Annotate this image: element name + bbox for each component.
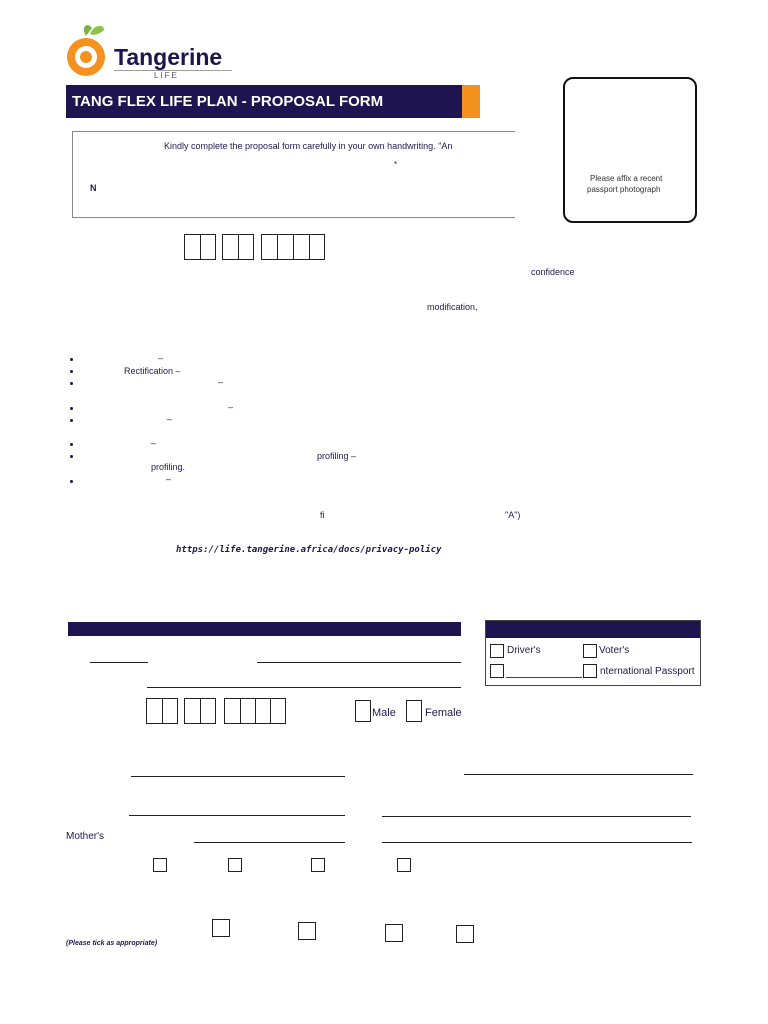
bullet-dot [70, 419, 73, 422]
nationality-field[interactable] [131, 776, 345, 777]
date-day-field[interactable] [184, 234, 216, 260]
notice-letter: N [90, 183, 97, 193]
bullet-dot [70, 358, 73, 361]
female-label: Female [425, 707, 462, 719]
bullet-dot [70, 480, 73, 483]
marital-status-checkbox[interactable] [397, 858, 411, 872]
tick-note: (Please tick as appropriate) [66, 940, 158, 947]
bullet-text: – [218, 377, 224, 387]
privacy-policy-link[interactable]: https://life.tangerine.africa/docs/privacy-policy [176, 545, 442, 555]
bullet-text: – [167, 414, 173, 424]
bullet-text: profiling. [151, 462, 186, 472]
photo-box-line2: passport photograph [587, 185, 661, 194]
option-checkbox[interactable] [298, 922, 316, 940]
date-year-field[interactable] [261, 234, 325, 260]
id-type-header [486, 621, 700, 638]
notice-box [72, 131, 515, 218]
email-field[interactable] [382, 842, 692, 843]
bullet-dot [70, 443, 73, 446]
drivers-license-checkbox[interactable] [490, 644, 504, 658]
dob-year-field[interactable] [224, 698, 286, 724]
marital-status-checkbox[interactable] [153, 858, 167, 872]
voters-card-checkbox[interactable] [583, 644, 597, 658]
tangerine-logo-icon [66, 22, 110, 80]
international-passport-label: nternational Passport [600, 666, 695, 677]
photo-box-line1: Please affix a recent [590, 174, 663, 183]
occupation-field[interactable] [382, 816, 691, 817]
bullet-text: Rectification – [124, 366, 181, 376]
bullet-text: profiling – [317, 451, 357, 461]
form-title-bar [66, 85, 462, 118]
notice-text: Kindly complete the proposal form carefully in your own handwriting. "An [164, 141, 453, 151]
bullet-text: – [151, 438, 157, 448]
bullet-dot [70, 382, 73, 385]
place-of-birth-field[interactable] [129, 815, 345, 816]
title-accent [462, 85, 480, 118]
drivers-license-label: Driver's [507, 645, 541, 656]
surname-field[interactable] [257, 662, 461, 663]
male-label: Male [372, 707, 396, 719]
privacy-modification: modification, [427, 302, 478, 312]
personal-section-header [68, 622, 461, 636]
brand-name: Tangerine [114, 44, 223, 70]
company-logo [66, 22, 236, 84]
photo-box [563, 77, 697, 223]
other-names-field[interactable] [147, 687, 461, 688]
option-checkbox[interactable] [212, 919, 230, 937]
form-title: TANG FLEX LIFE PLAN - PROPOSAL FORM [72, 93, 384, 110]
option-checkbox[interactable] [385, 924, 403, 942]
privacy-annex: "A") [505, 510, 521, 520]
bullet-text: – [228, 402, 234, 412]
date-month-field[interactable] [222, 234, 254, 260]
marital-status-checkbox[interactable] [228, 858, 242, 872]
marital-status-checkbox[interactable] [311, 858, 325, 872]
option-checkbox[interactable] [456, 925, 474, 943]
dob-day-field[interactable] [146, 698, 178, 724]
mothers-maiden-name-field[interactable] [194, 842, 345, 843]
bullet-dot [70, 407, 73, 410]
privacy-fi: fi [320, 510, 325, 520]
title-field[interactable] [90, 662, 148, 663]
international-passport-checkbox[interactable] [583, 664, 597, 678]
voters-card-label: Voter's [599, 645, 630, 656]
dob-month-field[interactable] [184, 698, 216, 724]
bullet-dot [70, 455, 73, 458]
notice-star: * [394, 160, 398, 169]
state-of-origin-field[interactable] [464, 774, 693, 775]
national-id-checkbox[interactable] [490, 664, 504, 678]
bullet-dot [70, 370, 73, 373]
id-type-box [485, 620, 701, 686]
male-checkbox[interactable] [355, 700, 371, 722]
bullet-text: – [158, 353, 164, 363]
bullet-text: – [166, 474, 172, 484]
privacy-confidence: confidence [531, 267, 575, 277]
female-checkbox[interactable] [406, 700, 422, 722]
mothers-maiden-name-label: Mother's [66, 831, 105, 842]
brand-sub: LIFE [154, 71, 179, 80]
